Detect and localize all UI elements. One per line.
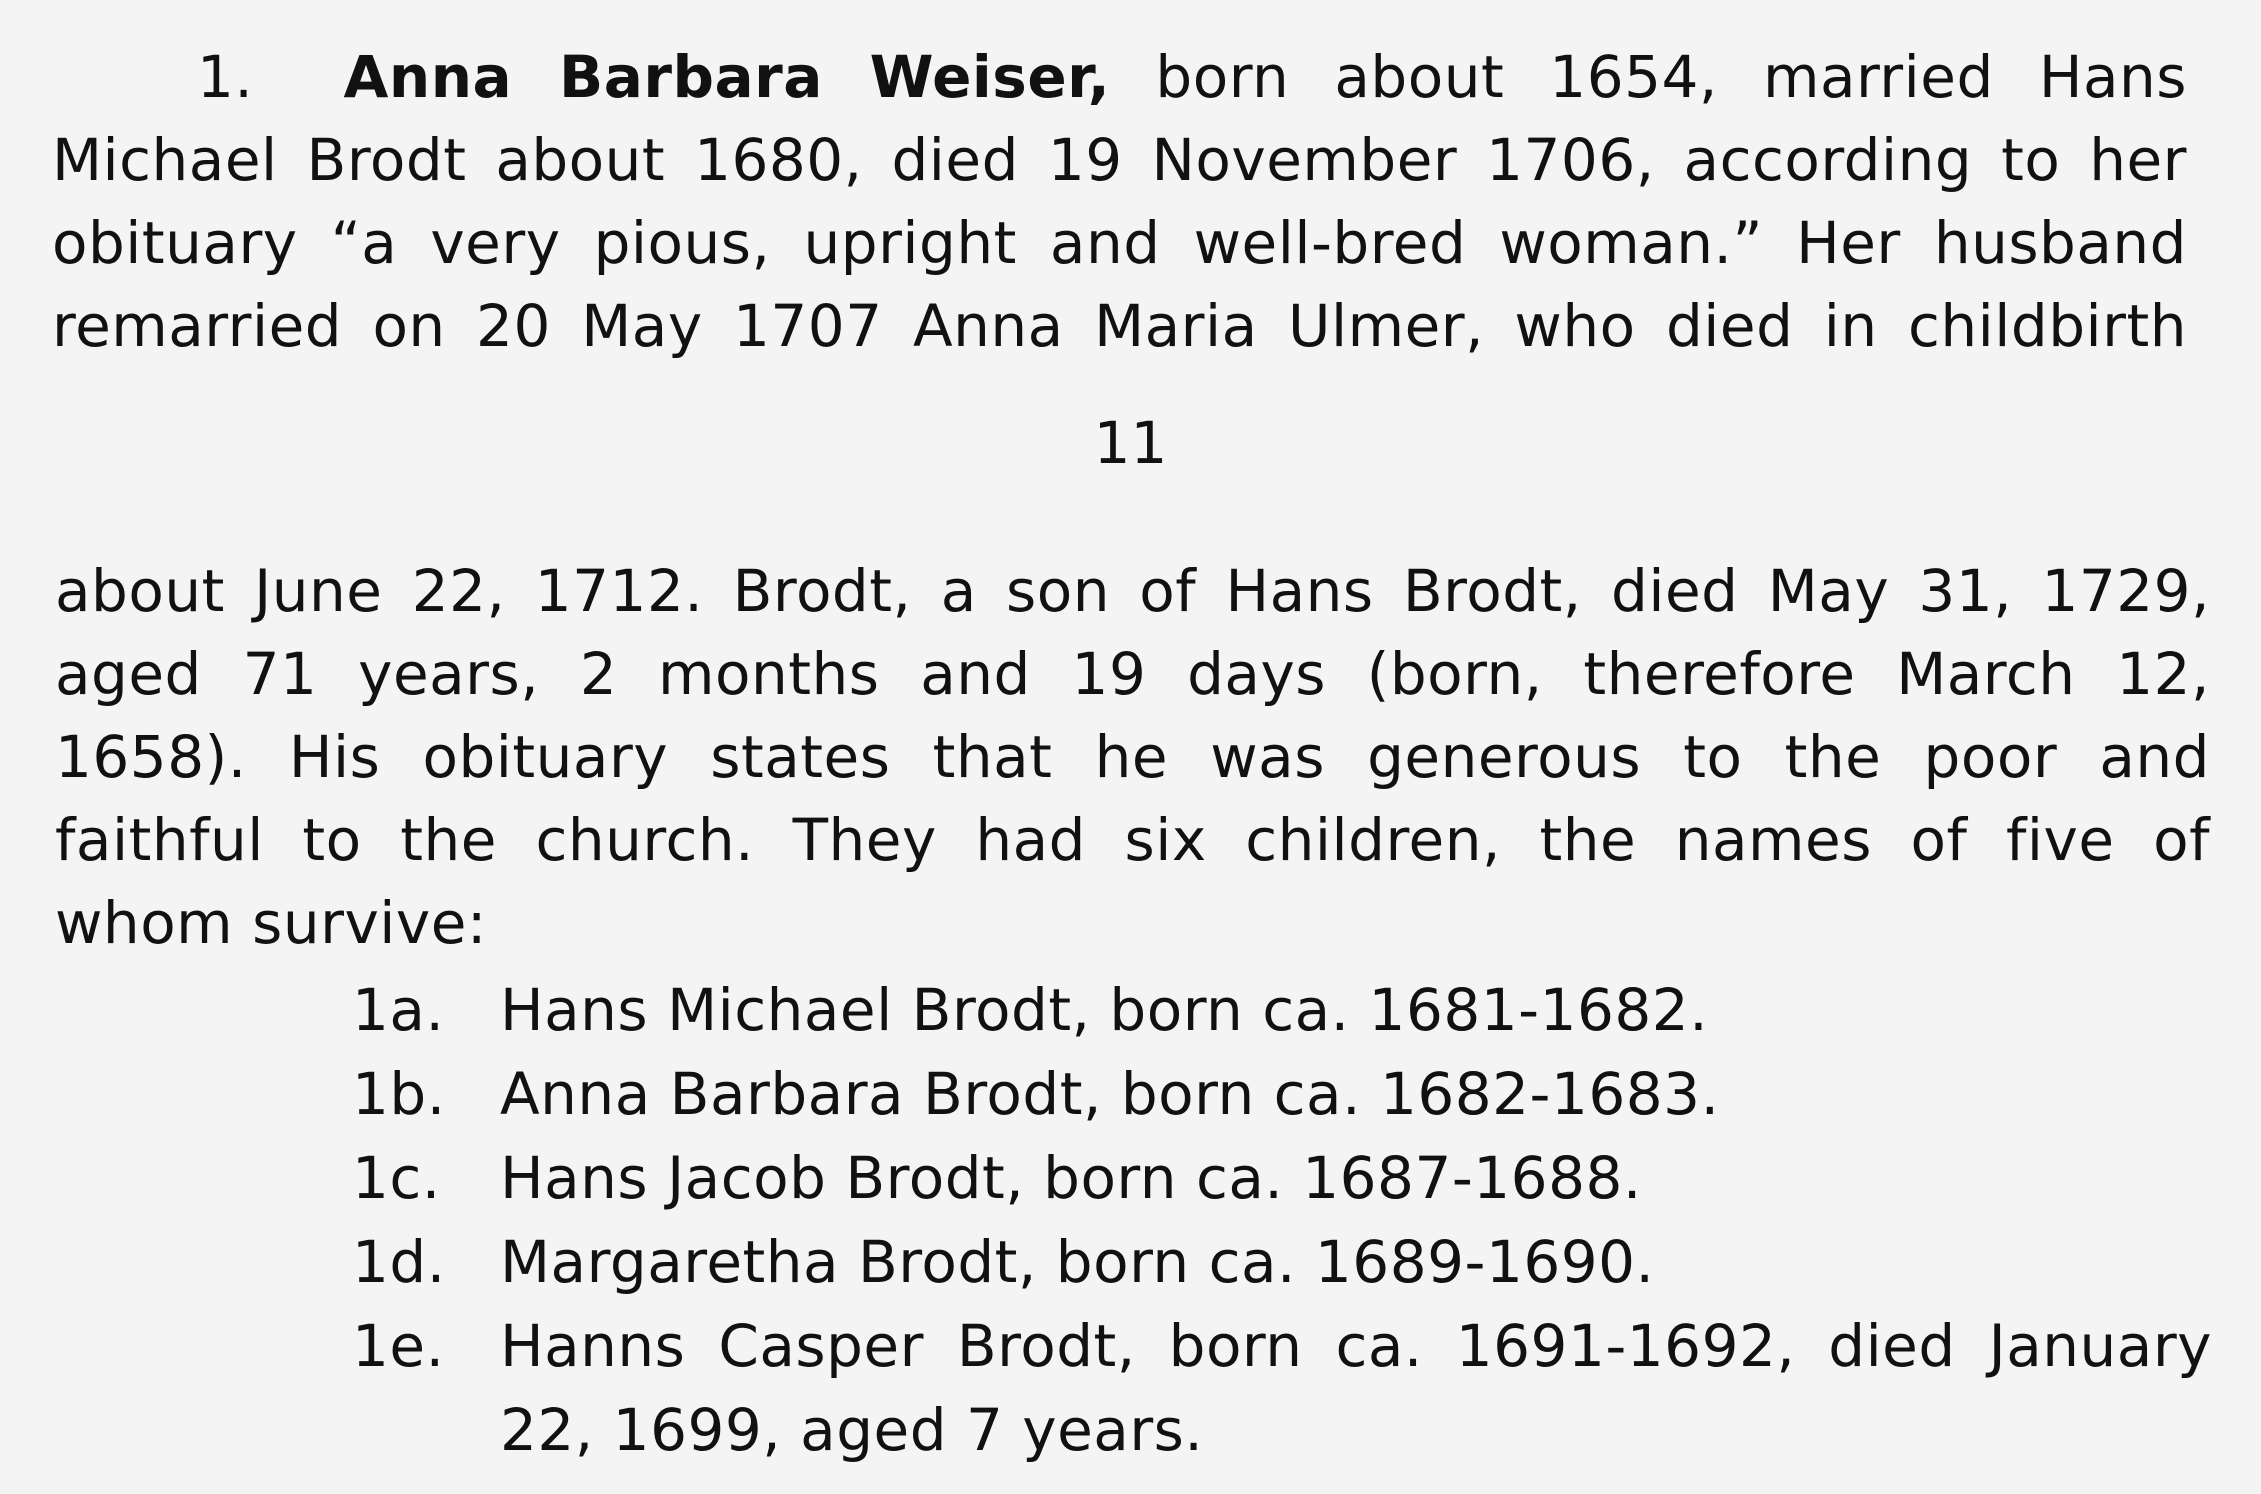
children-list xyxy=(352,968,2212,1472)
paragraph-line: obituary “a very pious, upright and well-bred woman.” Her husband xyxy=(52,209,2187,277)
list-item xyxy=(352,1136,2212,1220)
paragraph-line: 1658). His obituary states that he was generous to the poor and xyxy=(55,723,2210,791)
entry-name: Anna Barbara Weiser, xyxy=(343,43,1111,111)
list-item-line: Hans Michael Brodt, born ca. 1681-1682. xyxy=(500,976,1709,1044)
list-marker: 1b. xyxy=(352,1060,446,1128)
paragraph-line: aged 71 years, 2 months and 19 days (born, therefore March 12, xyxy=(55,640,2210,708)
page-number: 11 xyxy=(1093,409,1168,477)
paragraph-line: about June 22, 1712. Brodt, a son of Hans Brodt, died May 31, 1729, xyxy=(55,557,2210,625)
paragraph-line: whom survive: xyxy=(55,889,487,957)
list-item xyxy=(352,1220,2212,1304)
paragraph-anna-barbara-weiser xyxy=(52,36,2187,368)
paragraph-continuation xyxy=(55,550,2210,965)
entry-text: born about 1654, married Hans xyxy=(1155,43,2187,111)
list-item xyxy=(352,968,2212,1052)
list-item-line: Hanns Casper Brodt, born ca. 1691-1692, died January xyxy=(500,1312,2212,1380)
list-item-text xyxy=(500,1136,2212,1220)
list-item-text xyxy=(500,1220,2212,1304)
list-item-line: Anna Barbara Brodt, born ca. 1682-1683. xyxy=(500,1060,1720,1128)
list-item xyxy=(352,1052,2212,1136)
list-item-text xyxy=(500,968,2212,1052)
list-item-line: Hans Jacob Brodt, born ca. 1687-1688. xyxy=(500,1144,1642,1212)
list-item-line: 22, 1699, aged 7 years. xyxy=(500,1396,1204,1464)
list-marker: 1a. xyxy=(352,976,445,1044)
list-marker: 1d. xyxy=(352,1228,446,1296)
paragraph-line: remarried on 20 May 1707 Anna Maria Ulmer, who died in childbirth xyxy=(52,292,2187,360)
list-item xyxy=(352,1304,2212,1472)
entry-number: 1. xyxy=(197,43,254,111)
paragraph-line: faithful to the church. They had six children, the names of five of xyxy=(55,806,2210,874)
list-item-line: Margaretha Brodt, born ca. 1689-1690. xyxy=(500,1228,1655,1296)
paragraph-line xyxy=(52,36,2187,119)
list-marker: 1c. xyxy=(352,1144,441,1212)
list-item-text xyxy=(500,1052,2212,1136)
list-marker: 1e. xyxy=(352,1312,445,1380)
list-item-text xyxy=(500,1304,2212,1472)
paragraph-line: Michael Brodt about 1680, died 19 November 1706, according to her xyxy=(52,126,2187,194)
